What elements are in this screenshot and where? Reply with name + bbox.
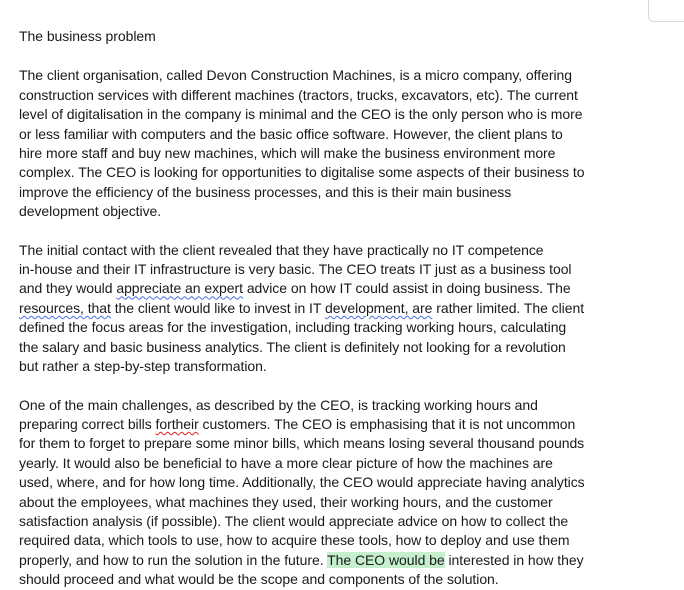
document-body bbox=[19, 27, 659, 590]
text-run: properly, and how to run the solution in the future. bbox=[19, 551, 328, 568]
text-line: level of digitalisation in the company is minimal and the CEO is the only person who is more bbox=[19, 106, 583, 123]
grammar-suggestion[interactable]: development, are bbox=[324, 299, 433, 316]
text-line: hire more staff and buy new machines, which will make the business environment more bbox=[19, 145, 556, 162]
text-line: used, where, and for how long time. Additionally, the CEO would appreciate having analytics bbox=[19, 474, 585, 491]
text-line bbox=[19, 551, 659, 570]
text-line: required data, which tools to use, how to acquire these tools, how to deploy and use them bbox=[19, 532, 570, 549]
text-line: defined the focus areas for the investigation, including tracking working hours, calculating bbox=[19, 319, 567, 336]
text-line: the salary and basic business analytics. The client is definitely not looking for a revolution bbox=[19, 338, 566, 355]
paragraph-2 bbox=[19, 241, 659, 377]
paragraph-1 bbox=[19, 66, 659, 221]
text-run: interested in how they bbox=[444, 551, 584, 568]
text-line: complex. The CEO is looking for opportunities to digitalise some aspects of their business to bbox=[19, 164, 585, 181]
text-line: for them to forget to prepare some minor bills, which means losing several thousand pounds bbox=[19, 435, 585, 452]
text-run: rather limited. The client bbox=[432, 299, 585, 316]
text-line bbox=[19, 279, 659, 298]
paragraph-3 bbox=[19, 396, 659, 590]
text-line: development objective. bbox=[19, 203, 162, 220]
text-run: the client would like to invest in IT bbox=[110, 299, 325, 316]
text-line: The initial contact with the client revealed that they have practically no IT competence bbox=[19, 241, 544, 258]
text-line bbox=[19, 299, 659, 318]
text-line: construction services with different machines (tractors, trucks, excavators, etc). The current bbox=[19, 86, 578, 103]
text-line bbox=[19, 415, 659, 434]
text-line: should proceed and what would be the scope and components of the solution. bbox=[19, 571, 499, 588]
text-line: yearly. It would also be beneficial to have a more clear picture of how the machines are bbox=[19, 454, 553, 471]
highlighted-text[interactable]: The CEO would be bbox=[327, 551, 445, 568]
text-run: and they would bbox=[19, 280, 117, 297]
text-line: or less familiar with computers and the basic office software. However, the client plans to bbox=[19, 125, 563, 142]
grammar-suggestion[interactable]: resources, that bbox=[19, 299, 111, 316]
grammar-suggestion[interactable]: appreciate an expert bbox=[116, 280, 243, 297]
text-line: but rather a step-by-step transformation. bbox=[19, 358, 267, 375]
text-line: The client organisation, called Devon Construction Machines, is a micro company, offering bbox=[19, 67, 572, 84]
window-corner bbox=[648, 0, 684, 22]
section-title: The business problem bbox=[19, 28, 156, 44]
text-run: customers. The CEO is emphasising that it is not uncommon bbox=[198, 415, 576, 432]
text-line: satisfaction analysis (if possible). The client would appreciate advice on how to collect the bbox=[19, 512, 569, 529]
text-run: advice on how IT could assist in doing business. The bbox=[242, 280, 571, 297]
text-run: preparing correct bills bbox=[19, 415, 156, 432]
text-line: in-house and their IT infrastructure is very basic. The CEO treats IT just as a business tool bbox=[19, 261, 572, 278]
text-line: One of the main challenges, as described by the CEO, is tracking working hours and bbox=[19, 396, 538, 413]
text-line: improve the efficiency of the business processes, and this is their main business bbox=[19, 183, 512, 200]
text-line: about the employees, what machines they used, their working hours, and the customer bbox=[19, 493, 553, 510]
spelling-error[interactable]: fortheir bbox=[155, 415, 199, 432]
